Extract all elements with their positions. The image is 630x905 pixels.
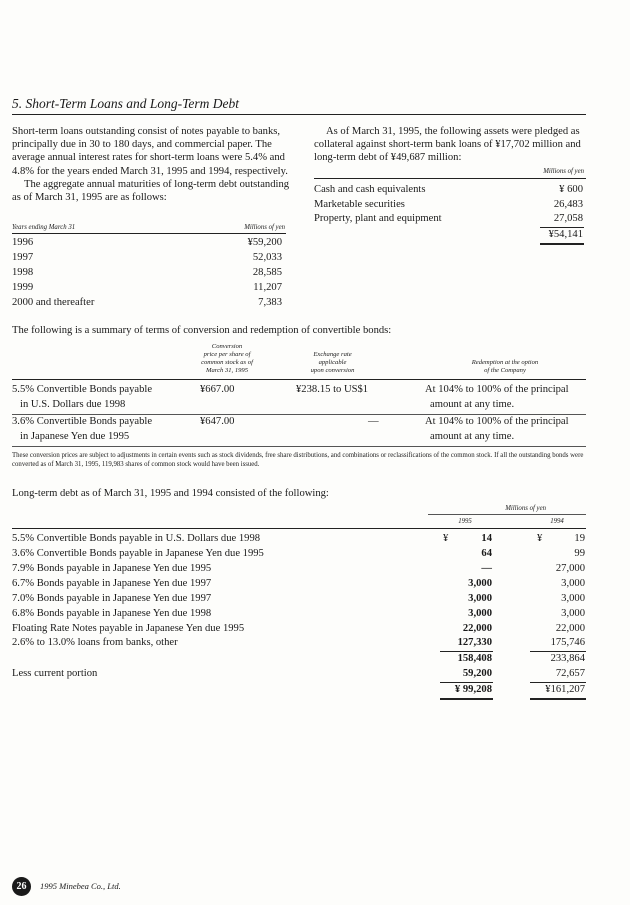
- debt-1994: 3,000: [561, 578, 585, 589]
- asset-amount: 26,483: [553, 199, 583, 210]
- maturities-header-units: Millions of yen: [244, 224, 285, 231]
- asset-amount: ¥ 600: [559, 184, 583, 195]
- yen-sign: ¥: [537, 533, 543, 544]
- subtotal-rule-1995: [440, 651, 493, 652]
- redemption-terms: At 104% to 100% of the principal: [425, 416, 569, 427]
- less-current-portion-label: Less current portion: [12, 668, 98, 679]
- less-current-1994: 72,657: [555, 668, 585, 679]
- debt-label: 3.6% Convertible Bonds payable in Japanese Yen due 1995: [12, 548, 264, 559]
- maturities-intro-paragraph: The aggregate annual maturities of long-term debt outstanding as of March 31, 1995 are as follows:: [12, 178, 290, 204]
- conversion-price: ¥667.00: [200, 384, 235, 395]
- convertible-footnote: These conversion prices are subject to adjustments in certain events such as stock dividends, free share distributions, and combinations or reclassifications of the common stock. If all the outstanding bonds were converted as of March 31, 1995, 119,983 shares of common stock would have been issued.: [12, 452, 584, 468]
- maturity-year: 1996: [12, 237, 34, 248]
- maturities-header-years: Years ending March 31: [12, 224, 76, 231]
- short-term-loans-paragraph: Short-term loans outstanding consist of notes payable to banks, principally due in 30 to 180 days, and commercial paper. The average annual interest rates for short-term loans were 5.4% and 4.8% for the years ended March 31, 1995 and 1994, respectively.: [12, 126, 288, 177]
- page-number-badge: 26: [12, 877, 31, 896]
- asset-label: Cash and cash equivalents: [314, 184, 426, 195]
- maturity-year: 1998: [12, 267, 34, 278]
- maturity-amount: ¥59,200: [247, 237, 282, 248]
- debt-1994: 175,746: [550, 637, 585, 648]
- debt-1994: 3,000: [561, 608, 585, 619]
- debt-1995: 3,000: [468, 608, 492, 619]
- debt-1995: 22,000: [462, 623, 492, 634]
- debt-1995: 14: [481, 533, 492, 544]
- bond-name-cont: in Japanese Yen due 1995: [20, 431, 130, 442]
- maturity-year: 1999: [12, 282, 34, 293]
- debt-label: 6.8% Bonds payable in Japanese Yen due 1998: [12, 608, 212, 619]
- exchange-rate: ¥238.15 to US$1: [296, 384, 369, 395]
- column-1994-header: 1994: [550, 518, 564, 525]
- debt-1995: 127,330: [457, 637, 492, 648]
- asset-label: Marketable securities: [314, 199, 405, 210]
- total-1994: ¥161,207: [545, 684, 585, 695]
- less-current-1995: 59,200: [462, 668, 492, 679]
- conversion-price: ¥647.00: [200, 416, 235, 427]
- subtotal-rule-1994: [530, 651, 586, 652]
- total-double-rule-1995: [440, 698, 493, 700]
- exchange-rate: —: [368, 416, 379, 427]
- maturity-year: 1997: [12, 252, 34, 263]
- debt-label: 7.9% Bonds payable in Japanese Yen due 1995: [12, 563, 212, 574]
- redemption-terms-cont: amount at any time.: [430, 399, 515, 410]
- debt-1994: 99: [574, 548, 585, 559]
- long-term-units-rule: [428, 514, 586, 515]
- title-rule: [12, 114, 586, 115]
- collateral-header-units: Millions of yen: [543, 168, 584, 175]
- total-rule-1994: [530, 682, 586, 683]
- column-1995-header: 1995: [458, 518, 472, 525]
- maturity-amount: 7,383: [258, 297, 282, 308]
- bond-name: 3.6% Convertible Bonds payable: [12, 416, 153, 427]
- yen-sign: ¥: [443, 533, 449, 544]
- bond-name: 5.5% Convertible Bonds payable: [12, 384, 153, 395]
- redemption-terms: At 104% to 100% of the principal: [425, 384, 569, 395]
- long-term-header-rule: [12, 528, 586, 529]
- debt-1994: 22,000: [555, 623, 585, 634]
- total-1995: ¥ 99,208: [454, 684, 492, 695]
- collateral-total-rule: [540, 227, 584, 228]
- convertible-intro: The following is a summary of terms of conversion and redemption of convertible bonds:: [12, 325, 392, 336]
- debt-label: 2.6% to 13.0% loans from banks, other: [12, 637, 178, 648]
- redemption-header: Redemption at the option of the Company: [471, 359, 539, 374]
- debt-1995: 64: [481, 548, 492, 559]
- debt-1994: 19: [574, 533, 585, 544]
- collateral-header-rule: [314, 178, 586, 179]
- maturity-amount: 52,033: [252, 252, 282, 263]
- asset-amount: 27,058: [553, 213, 583, 224]
- long-term-intro: Long-term debt as of March 31, 1995 and 1994 consisted of the following:: [12, 488, 329, 499]
- convertible-row-divider: [12, 414, 586, 415]
- subtotal-1994: 233,864: [550, 653, 585, 664]
- conversion-price-header: Conversion price per share of common stock as of March 31, 1995: [201, 343, 253, 374]
- debt-label: Floating Rate Notes payable in Japanese Yen due 1995: [12, 623, 245, 634]
- maturity-year: 2000 and thereafter: [12, 297, 95, 308]
- convertible-bottom-rule: [12, 446, 586, 447]
- maturity-amount: 28,585: [252, 267, 282, 278]
- debt-label: 5.5% Convertible Bonds payable in U.S. Dollars due 1998: [12, 533, 261, 544]
- redemption-terms-cont: amount at any time.: [430, 431, 515, 442]
- debt-1994: 3,000: [561, 593, 585, 604]
- exchange-rate-header: Exchange rate applicable upon conversion: [310, 351, 355, 374]
- debt-1995: —: [481, 563, 492, 574]
- total-rule-1995: [440, 682, 493, 683]
- left-column-text: [12, 125, 297, 204]
- long-term-header-units: Millions of yen: [505, 505, 546, 512]
- maturity-amount: 11,207: [253, 282, 282, 293]
- convertible-header-rule: [12, 379, 586, 380]
- bond-name-cont: in U.S. Dollars due 1998: [20, 399, 126, 410]
- debt-1995: 3,000: [468, 578, 492, 589]
- footer-company: 1995 Minebea Co., Ltd.: [40, 881, 121, 891]
- collateral-total: ¥54,141: [548, 229, 583, 240]
- collateral-total-double-rule: [540, 243, 584, 245]
- maturities-header-rule: [12, 233, 286, 234]
- debt-label: 6.7% Bonds payable in Japanese Yen due 1997: [12, 578, 212, 589]
- debt-label: 7.0% Bonds payable in Japanese Yen due 1997: [12, 593, 212, 604]
- collateral-paragraph: As of March 31, 1995, the following assets were pledged as collateral against short-term bank loans of ¥17,702 million and long-term debt of ¥49,687 million:: [314, 126, 581, 164]
- section-title: 5. Short-Term Loans and Long-Term Debt: [12, 96, 240, 111]
- debt-1995: 3,000: [468, 593, 492, 604]
- debt-1994: 27,000: [555, 563, 585, 574]
- asset-label: Property, plant and equipment: [314, 213, 442, 224]
- total-double-rule-1994: [530, 698, 586, 700]
- subtotal-1995: 158,408: [457, 653, 492, 664]
